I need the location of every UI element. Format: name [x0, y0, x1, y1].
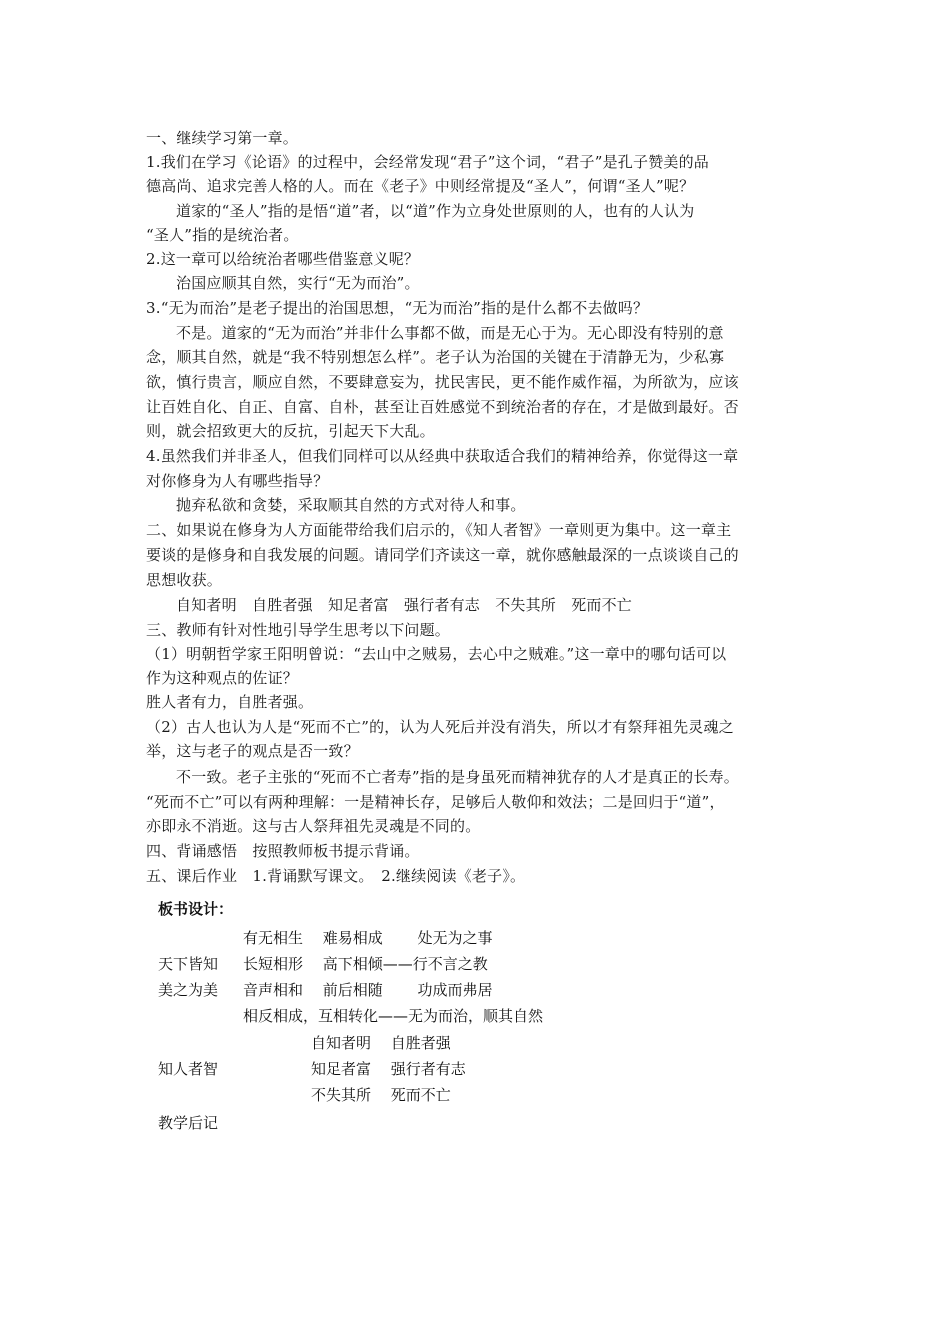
board-title: 板书设计： — [158, 900, 234, 918]
board-knowing-row-1: 自知者明 自胜者强 — [311, 1034, 451, 1052]
board-row-2: 长短相形 高下相倾——行不言之教 — [243, 955, 488, 973]
section-heading-1: 一、继续学习第一章。 — [146, 129, 299, 147]
sub-question-1-line-2: 作为这种观点的佐证？ — [146, 669, 299, 687]
board-row-1: 有无相生 难易相成 处无为之事 — [243, 929, 493, 947]
answer-3-line-2: 念，顺其自然，就是“我不特别想怎么样”。老子认为治国的关键在于清静无为，少私寡 — [146, 348, 725, 366]
answer-3-line-5: 则，就会招致更大的反抗，引起天下大乱。 — [146, 422, 435, 440]
sub-answer-2-line-1: 不一致。老子主张的“死而不亡者寿”指的是身虽死而精神犹存的人才是真正的长寿。 — [176, 768, 739, 786]
board-knowing-row-2: 知足者富 强行者有志 — [311, 1060, 466, 1078]
answer-2: 治国应顺其自然，实行“无为而治”。 — [176, 274, 420, 292]
question-3: 3.“无为而治”是老子提出的治国思想，“无为而治”指的是什么都不去做吗？ — [146, 299, 649, 317]
board-row-3: 音声相和 前后相随 功成而弗居 — [243, 981, 493, 999]
answer-3-line-1: 不是。道家的“无为而治”并非什么事都不做，而是无心于为。无心即没有特别的意 — [176, 324, 724, 342]
section-heading-5: 五、课后作业 1.背诵默写课文。 2.继续阅读《老子》。 — [146, 867, 526, 885]
sub-question-2-line-2: 举，这与老子的观点是否一致？ — [146, 742, 359, 760]
section-heading-3: 三、教师有针对性地引导学生思考以下问题。 — [146, 621, 451, 639]
question-4-line-2: 对你修身为人有哪些指导？ — [146, 472, 329, 490]
question-1-line-1: 1.我们在学习《论语》的过程中，会经常发现“君子”这个词，“君子”是孔子赞美的品 — [146, 153, 709, 171]
teaching-notes-heading: 教学后记 — [158, 1114, 219, 1132]
answer-4: 抛弃私欲和贪婪，采取顺其自然的方式对待人和事。 — [176, 496, 526, 514]
sub-answer-2-line-2: “死而不亡”可以有两种理解：一是精神长存，足够后人敬仰和效法；二是回归于“道”， — [146, 793, 725, 811]
board-knowing-left: 知人者智 — [158, 1060, 219, 1078]
sub-answer-1: 胜人者有力，自胜者强。 — [146, 693, 314, 711]
section-heading-2-line-2: 要谈的是修身和自我发展的问题。请同学们齐读这一章，就你感触最深的一点谈谈自己的 — [146, 546, 739, 564]
sub-question-1-line-1: （1）明朝哲学家王阳明曾说：“去山中之贼易，去心中之贼难。”这一章中的哪句话可以 — [146, 645, 727, 663]
board-row-2-left: 天下皆知 — [158, 955, 219, 973]
question-1-line-2: 德高尚、追求完善人格的人。而在《老子》中则经常提及“圣人”，何谓“圣人”呢？ — [146, 177, 695, 195]
section-heading-4: 四、背诵感悟 按照教师板书提示背诵。 — [146, 842, 420, 860]
answer-3-line-3: 欲，慎行贵言，顺应自然，不要肆意妄为，扰民害民，更不能作威作福，为所欲为，应该 — [146, 373, 739, 391]
board-knowing-row-3: 不失其所 死而不亡 — [311, 1086, 451, 1104]
answer-3-line-4: 让百姓自化、自正、自富、自朴，甚至让百姓感觉不到统治者的存在，才是做到最好。否 — [146, 398, 739, 416]
section-heading-2-line-3: 思想收获。 — [146, 571, 223, 589]
sub-answer-2-line-3: 亦即永不消逝。这与古人祭拜祖先灵魂是不同的。 — [146, 817, 481, 835]
question-4-line-1: 4.虽然我们并非圣人，但我们同样可以从经典中获取适合我们的精神给养，你觉得这一章 — [146, 447, 739, 465]
question-2: 2.这一章可以给统治者哪些借鉴意义呢？ — [146, 250, 420, 268]
section-heading-2-line-1: 二、如果说在修身为人方面能带给我们启示的，《知人者智》一章则更为集中。这一章主 — [146, 521, 732, 539]
board-row-4: 相反相成，互相转化——无为而治，顺其自然 — [243, 1007, 544, 1025]
sub-question-2-line-1: （2）古人也认为人是“死而不亡”的，认为人死后并没有消失，所以才有祭拜祖先灵魂之 — [146, 718, 734, 736]
board-row-3-left: 美之为美 — [158, 981, 219, 999]
answer-1-line-2: “圣人”指的是统治者。 — [146, 226, 299, 244]
chapter-text: 自知者明 自胜者强 知足者富 强行者有志 不失其所 死而不亡 — [176, 596, 633, 614]
answer-1-line-1: 道家的“圣人”指的是悟“道”者，以“道”作为立身处世原则的人，也有的人认为 — [176, 202, 695, 220]
